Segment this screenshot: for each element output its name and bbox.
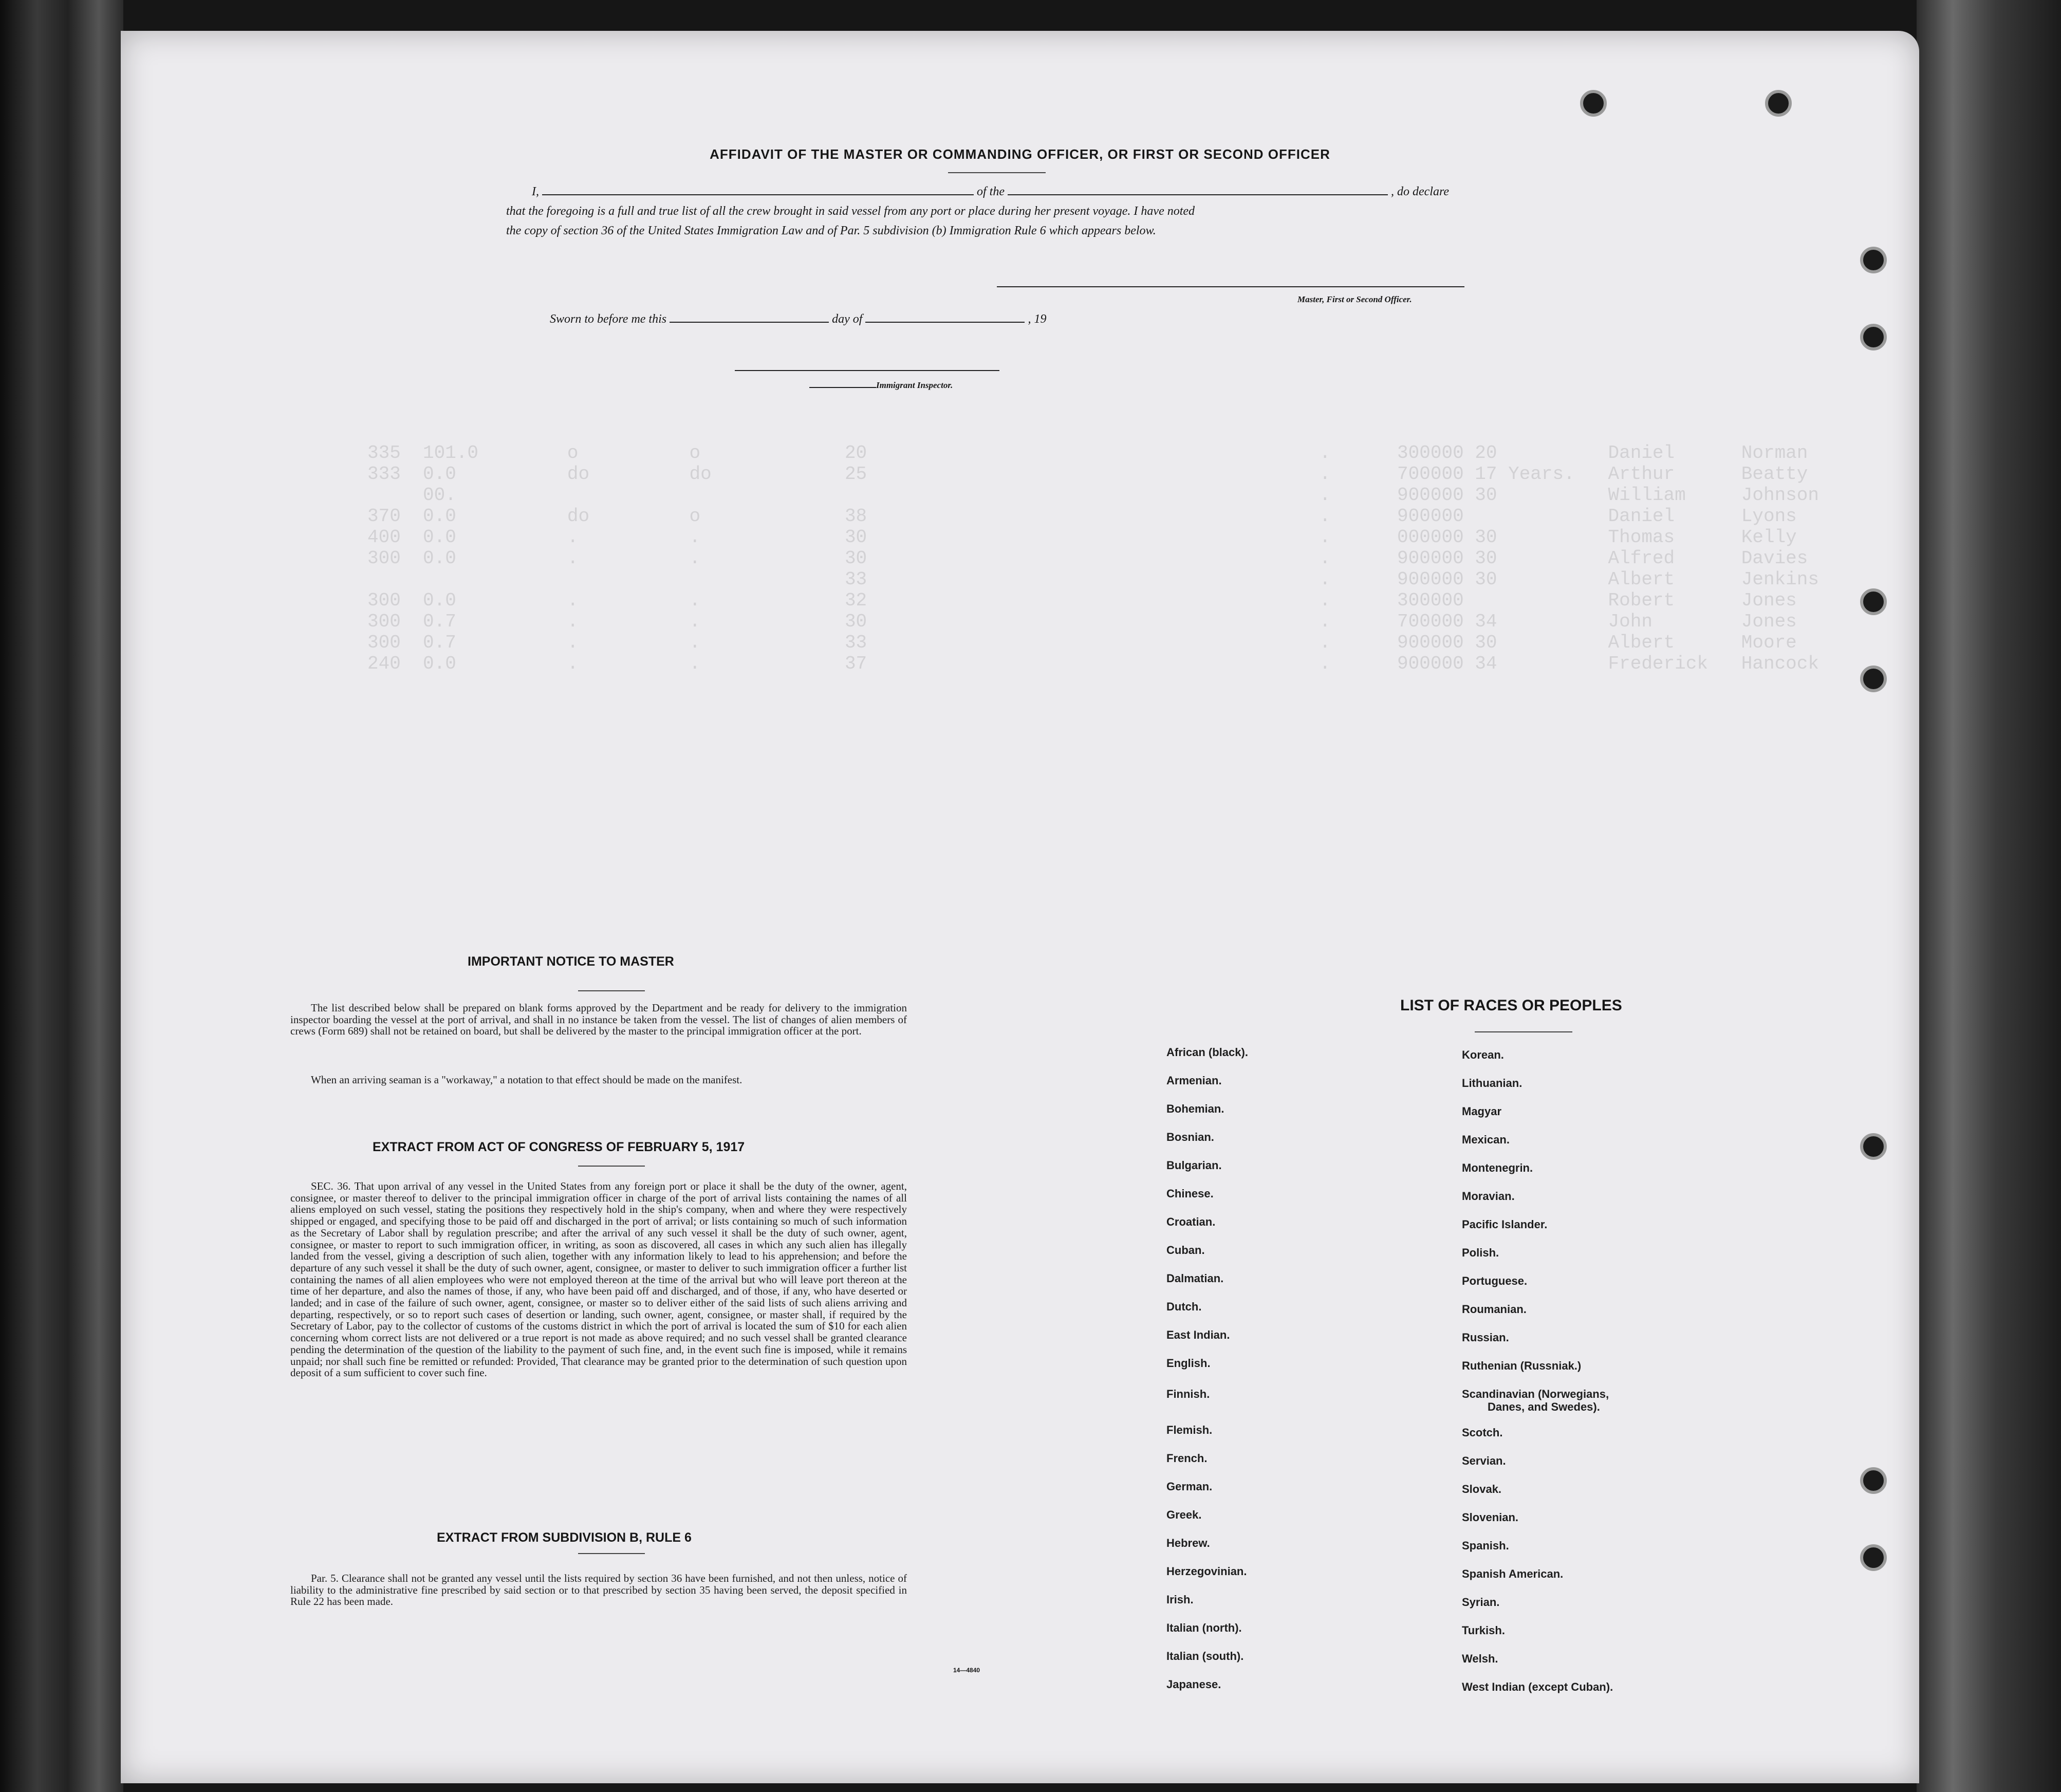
race-item: Spanish. [1462,1539,1509,1552]
notice-paragraph-2 [290,1074,907,1086]
race-item: Herzegovinian. [1166,1565,1247,1578]
rule-extract-title: EXTRACT FROM SUBDIVISION B, RULE 6 [437,1530,692,1545]
affidavit-declare-label: , do declare [1391,185,1450,198]
rule-extract-rule [578,1553,645,1554]
inspector-dash [809,381,876,388]
punch-hole [1860,247,1887,273]
affidavit-title: AFFIDAVIT OF THE MASTER OR COMMANDING OFFICER, OR FIRST OR SECOND OFFICER [710,146,1330,162]
punch-hole [1860,1467,1887,1494]
notice-paragraph-1-text: The list described below shall be prepared on blank forms approved by the Department and be ready for delivery to the immigration inspector boarding the vessel at the port of arrival, and shall in no instance be taken from the vessel. The list of changes of alien members of crews (Form 689) shall not be retained on board, but shall be delivered by the master to the principal immigration officer at the port. [290,1002,907,1038]
race-item: Japanese. [1166,1678,1221,1691]
punch-hole [1580,90,1607,117]
title-rule [948,172,1046,173]
document-page [121,31,1919,1783]
race-item: Cuban. [1166,1244,1205,1257]
race-item: Lithuanian. [1462,1077,1522,1089]
binder-left-edge [0,0,123,1792]
rule-extract-body: Par. 5. Clearance shall not be granted any vessel until the lists required by section 36 have been furnished, and not then unless, notice of liability to the administrative fine prescribed by said section or to that prescribed by section 35 having been served, the deposit specified in Rule 22 has been made. [290,1572,907,1608]
race-item: Italian (north). [1166,1621,1242,1634]
race-item: Roumanian. [1462,1303,1527,1316]
race-item: Servian. [1462,1454,1506,1467]
vessel-name-field[interactable] [1008,185,1388,195]
race-item: Greek. [1166,1508,1202,1521]
punch-hole [1860,1544,1887,1571]
race-item: Chinese. [1166,1187,1214,1200]
races-title: LIST OF RACES OR PEOPLES [1400,997,1622,1014]
act-extract-body: SEC. 36. That upon arrival of any vessel in the United States from any foreign port or place it shall be the duty of the owner, agent, consignee, or master thereof to deliver to the principal immigration officer in charge of the port of arrival lists containing the names of all aliens employed on such vessel, stating the positions they respectively hold in the ship's company, when and where they were respectively shipped or engaged, and specifying those to be paid off and discharged in the port of arrival; or lists containing so much of such information as the Secretary of Labor shall by regulation prescribe; and after the arrival of any such vessel it shall be the duty of such owner, agent, consignee, or master to report to such immigration officer, in writing, as soon as discovered, all cases in which any such alien has illegally landed from the vessel, giving a description of such alien, together with any information likely to lead to his apprehension; and before the departure of any such vessel it shall be the duty of such owner, agent, consignee, or master to deliver to such immigration officer a further list containing the names of all alien employees who were not employed thereon at the time of the arrival but who will leave port thereon at the time of her departure, and also the names of those, if any, who have been paid off and discharged, and of those, if any, who have deserted or landed; and in case of the failure of such owner, agent, consignee, or master so to deliver either of the said lists of such aliens arriving and departing, respectively, or so to report such cases of desertion or landing, such owner, agent, consignee, or master shall, if required by the Secretary of Labor, pay to the collector of customs of the customs district in which the port of arrival is located the sum of $10 for each alien concerning whom correct lists are not delivered or a true report is not made as above required; and no such vessel shall be granted clearance pending the determination of the question of the liability to the payment of such fine, and, in the event such fine is imposed, while it remains unpaid; nor shall such fine be remitted or refunded: Provided, That clearance may be granted prior to the determination of such question upon deposit of a sum sufficient to cover such fine. [290,1180,907,1379]
race-item: Slovak. [1462,1483,1502,1495]
race-item: Korean. [1462,1048,1504,1061]
race-item: Armenian. [1166,1074,1222,1087]
race-item: Flemish. [1166,1424,1213,1436]
race-item: Montenegrin. [1462,1161,1533,1174]
race-item: West Indian (except Cuban). [1462,1680,1613,1693]
race-item: Spanish American. [1462,1567,1564,1580]
form-number: 14—4840 [953,1667,980,1674]
affidavit-line-3: the copy of section 36 of the United States Immigration Law and of Par. 5 subdivision (b) Immigration Rule 6 which appears below. [506,224,1156,237]
race-item: Portuguese. [1462,1274,1528,1287]
punch-hole [1765,90,1792,117]
sworn-line [550,312,1046,326]
act-extract-rule [578,1166,645,1167]
race-item: Turkish. [1462,1624,1505,1637]
inspector-label [809,380,953,391]
race-item: Dalmatian. [1166,1272,1224,1285]
race-item: Bohemian. [1166,1102,1224,1115]
master-name-field[interactable] [542,185,974,195]
punch-hole [1860,666,1887,692]
act-extract-title: EXTRACT FROM ACT OF CONGRESS OF FEBRUARY 5, 1917 [373,1140,745,1154]
race-item: Polish. [1462,1246,1499,1259]
signature-line[interactable] [997,286,1464,287]
sworn-day-label: day of [832,312,863,326]
punch-hole [1860,1133,1887,1160]
race-item: Slovenian. [1462,1511,1519,1524]
affidavit-line-1 [532,185,1449,199]
race-item: Danes, and Swedes). [1488,1400,1600,1413]
inspector-label-text: Immigrant Inspector. [876,380,953,390]
notice-paragraph-1 [290,1002,907,1037]
race-item: Bulgarian. [1166,1159,1222,1172]
race-item: Ruthenian (Russniak.) [1462,1359,1582,1372]
sworn-prefix: Sworn to before me this [550,312,667,326]
rule-extract-text [290,1573,907,1608]
race-item: East Indian. [1166,1328,1230,1341]
notice-title: IMPORTANT NOTICE TO MASTER [468,954,674,969]
sworn-day-field[interactable] [670,312,829,323]
bleed-through-rows-right: . 300000 20 Daniel Norman . 700000 17 Years. Arthur Beatty . 900000 30 William Johnson . 900000 Daniel Lyons . 000000 30 Thomas Kelly . 900000 30 Alfred Davies . 900000 30 Albert Jenkins . 300000 Robert Jones . 700000 34 John Jones . 900000 30 Albert Moore . 900000 34 Frederick Hancock [1319,442,1819,674]
sworn-month-field[interactable] [865,312,1025,323]
race-item: Welsh. [1462,1652,1498,1665]
affidavit-line-2: that the foregoing is a full and true list of all the crew brought in said vessel from any port or place during her present voyage. I have noted [506,205,1195,218]
race-item: Italian (south). [1166,1650,1244,1662]
binder-right-edge [1917,0,2061,1792]
race-item: Croatian. [1166,1215,1216,1228]
race-item: Scandinavian (Norwegians, [1462,1388,1609,1400]
punch-hole [1860,324,1887,350]
bleed-through-rows: 335 101.0 o o 20 333 0.0 do do 25 00. 370 0.0 do o 38 400 0.0 . . 30 300 0.0 . . 30 33 300 0.0 . . 32 300 0.7 . . 30 300 0.7 . . 33 240 0.0 . . 37 [367,442,867,674]
race-item: French. [1166,1452,1208,1465]
affidavit-of-the-label: of the [977,185,1005,198]
race-item: Pacific Islander. [1462,1218,1548,1231]
race-item: Dutch. [1166,1300,1202,1313]
race-item: German. [1166,1480,1213,1493]
sworn-year-label: , 19 [1028,312,1047,326]
races-rule [1475,1031,1572,1032]
race-item: Russian. [1462,1331,1509,1344]
race-item: Finnish. [1166,1388,1210,1400]
notice-rule [578,990,645,991]
race-item: Mexican. [1462,1133,1510,1146]
race-item: Scotch. [1462,1426,1503,1439]
inspector-signature-line[interactable] [735,370,999,371]
affidavit-i-label: I, [532,185,539,198]
race-item: Irish. [1166,1593,1194,1606]
race-item: Bosnian. [1166,1131,1214,1143]
race-item: African (black). [1166,1046,1248,1059]
notice-paragraph-2-text: When an arriving seaman is a "workaway," a notation to that effect should be made on the manifest. [311,1074,742,1086]
race-item: Syrian. [1462,1596,1500,1609]
signature-label: Master, First or Second Officer. [1297,294,1412,304]
race-item: English. [1166,1357,1211,1370]
punch-hole [1860,588,1887,615]
act-extract-text [290,1180,907,1379]
race-item: Hebrew. [1166,1537,1210,1549]
race-item: Moravian. [1462,1190,1515,1203]
race-item: Magyar [1462,1105,1502,1118]
